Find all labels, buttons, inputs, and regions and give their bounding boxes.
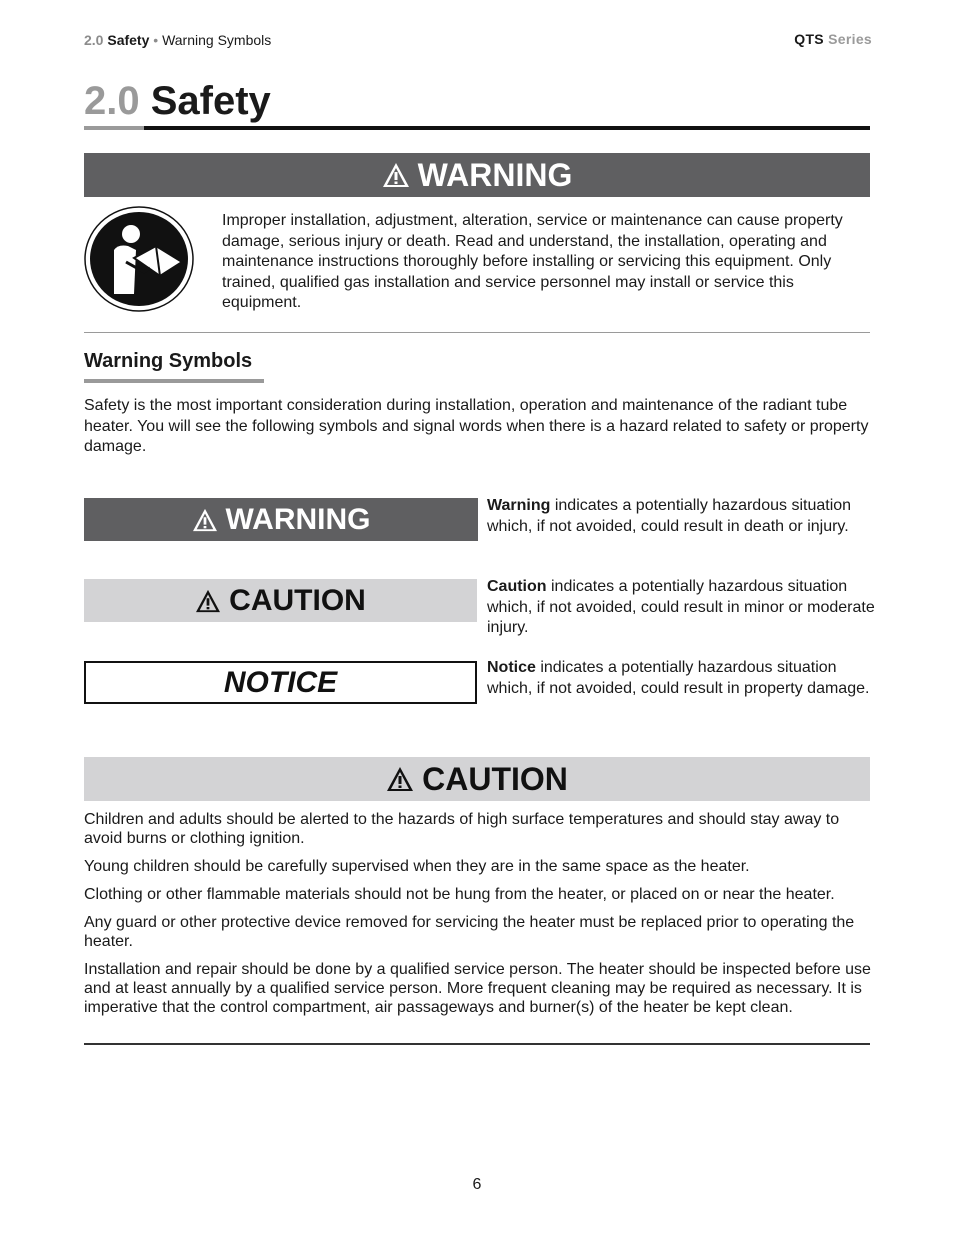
caution-banner-label: CAUTION: [422, 760, 568, 797]
caution-paragraphs: [84, 810, 874, 1026]
product-series-label: [794, 31, 872, 47]
warning-symbol-banner: [84, 498, 478, 541]
breadcrumb-separator: •: [153, 32, 159, 48]
intro-warning-text: Improper installation, adjustment, alteration, service or maintenance can cause property damage, serious injury or death. Read and understand, the installation, operating and maintenance instructions thoroughly before installing or servicing this equipment. Only trained, qualified gas installation and service personnel may install or service this equipment.: [222, 212, 843, 311]
product-name: QTS: [794, 31, 824, 47]
warning-symbol-term: Warning: [487, 497, 551, 514]
caution-triangle-icon: [195, 589, 221, 613]
caution-paragraph: Children and adults should be alerted to the hazards of high surface temperatures and should stay away to avoid burns or clothing ignition.: [84, 811, 840, 847]
section-divider: [84, 332, 870, 333]
caution-paragraph: Clothing or other flammable materials should not be hung from the heater, or placed on or near the heater.: [84, 886, 835, 903]
notice-symbol-label: NOTICE: [223, 665, 338, 699]
caution-symbol-banner: [84, 579, 477, 622]
bottom-rule: [84, 1043, 870, 1045]
heading-underline: [84, 379, 264, 383]
warning-triangle-icon: [382, 162, 410, 188]
warning-banner: [84, 153, 870, 197]
notice-symbol-description: [487, 658, 877, 699]
read-manual-icon: [84, 206, 194, 312]
page-title-number: 2.0: [84, 79, 140, 123]
breadcrumb: [84, 32, 271, 48]
warning-symbols-heading: Warning Symbols: [84, 350, 253, 372]
breadcrumb-section-name: Safety: [107, 32, 150, 48]
caution-paragraph: Installation and repair should be done by a qualified service person. The heater should be inspected before use and at least annually by a qualified service person. More frequent cleaning may be required as necessary. It is imperative that the control compartment, air passageways and burner(s) of the heater be kept clean.: [84, 961, 871, 1016]
warning-symbol-description: [487, 496, 877, 537]
warning-symbol-text: indicates a potentially hazardous situation which, if not avoided, could result in death or injury.: [487, 497, 852, 535]
page-title-text: Safety: [150, 79, 271, 123]
notice-symbol-banner: [84, 661, 477, 704]
product-series: Series: [828, 31, 872, 47]
title-rule-accent: [84, 126, 144, 130]
warning-banner-label: WARNING: [417, 156, 573, 193]
notice-symbol-term: Notice: [487, 659, 536, 676]
page-number: 6: [472, 1176, 482, 1193]
caution-triangle-icon: [386, 766, 414, 792]
breadcrumb-subsection: Warning Symbols: [162, 32, 272, 48]
caution-paragraph: Any guard or other protective device removed for servicing the heater must be replaced prior to operating the heater.: [84, 914, 855, 950]
page-title: [84, 77, 271, 125]
caution-symbol-term: Caution: [487, 578, 547, 595]
caution-symbol-description: [487, 577, 877, 639]
warning-symbols-paragraph: Safety is the most important consideration during installation, operation and maintenance of the radiant tube heater. You will see the following symbols and signal words when there is a hazard related to safety or property damage.: [84, 397, 869, 455]
warning-symbol-label: WARNING: [225, 502, 371, 536]
warning-triangle-icon: [192, 508, 218, 532]
title-rule: [144, 126, 870, 130]
breadcrumb-section-number: 2.0: [84, 32, 104, 48]
notice-symbol-text: indicates a potentially hazardous situation which, if not avoided, could result in property damage.: [487, 659, 870, 697]
caution-symbol-label: CAUTION: [229, 583, 366, 617]
caution-banner: [84, 757, 870, 801]
caution-paragraph: Young children should be carefully supervised when they are in the same space as the heater.: [84, 858, 750, 875]
caution-symbol-text: indicates a potentially hazardous situation which, if not avoided, could result in minor or moderate injury.: [487, 578, 875, 636]
